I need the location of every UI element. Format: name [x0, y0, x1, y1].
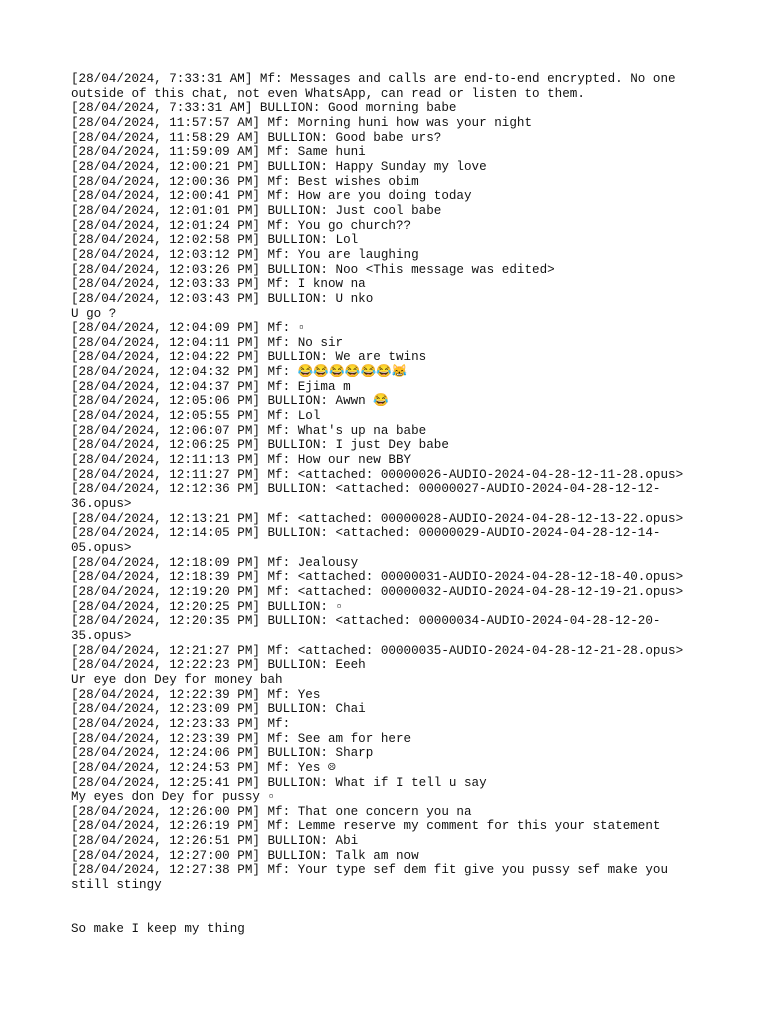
chat-message-line: [28/04/2024, 12:22:23 PM] BULLION: Eeeh — [71, 658, 366, 673]
chat-message-line: [28/04/2024, 12:13:21 PM] Mf: <attached: 00000028-AUDIO-2024-04-28-12-13-22.opus> — [71, 511, 684, 526]
chat-message-line: [28/04/2024, 12:27:38 PM] Mf: Your type sef dem fit give you pussy sef make you — [71, 863, 669, 878]
continuation-line: Ur eye don Dey for money bah — [71, 672, 283, 687]
chat-message-line: [28/04/2024, 12:18:09 PM] Mf: Jealousy — [71, 555, 359, 570]
chat-message-line: [28/04/2024, 12:03:26 PM] BULLION: Noo <This message was edited> — [71, 262, 555, 277]
continuation-line: outside of this chat, not even WhatsApp, can read or listen to them. — [71, 86, 585, 101]
chat-message-line: [28/04/2024, 12:01:24 PM] Mf: You go church?? — [71, 218, 412, 233]
chat-message-line: [28/04/2024, 12:27:00 PM] BULLION: Talk am now — [71, 848, 419, 863]
continuation-line: 36.opus> — [71, 497, 132, 512]
chat-message-line: [28/04/2024, 12:23:33 PM] Mf: — [71, 716, 291, 731]
chat-message-line: [28/04/2024, 11:59:09 AM] Mf: Same huni — [71, 145, 366, 160]
continuation-line: 05.opus> — [71, 541, 132, 555]
chat-message-line: [28/04/2024, 12:21:27 PM] Mf: <attached: 00000035-AUDIO-2024-04-28-12-21-28.opus> — [71, 643, 684, 658]
chat-export-text — [71, 72, 711, 937]
chat-message-line: [28/04/2024, 12:24:53 PM] Mf: Yes ☹ — [71, 760, 336, 775]
chat-message-line: [28/04/2024, 12:23:39 PM] Mf: See am for here — [71, 731, 412, 746]
chat-message-line: [28/04/2024, 12:04:11 PM] Mf: No sir — [71, 335, 344, 350]
chat-message-line: [28/04/2024, 12:06:07 PM] Mf: What's up na babe — [71, 423, 427, 438]
chat-message-line: [28/04/2024, 12:05:55 PM] Mf: Lol — [71, 409, 321, 424]
chat-message-line: [28/04/2024, 12:04:09 PM] Mf: ▫ — [71, 321, 306, 336]
chat-message-line: [28/04/2024, 12:11:13 PM] Mf: How our new BBY — [71, 453, 412, 468]
chat-message-line: [28/04/2024, 11:58:29 AM] BULLION: Good babe urs? — [71, 130, 442, 145]
continuation-line: My eyes don Dey for pussy ▫ — [71, 790, 276, 805]
chat-message-line: [28/04/2024, 12:03:33 PM] Mf: I know na — [71, 277, 366, 292]
chat-message-line: [28/04/2024, 12:06:25 PM] BULLION: I just Dey babe — [71, 438, 449, 453]
chat-message-line: [28/04/2024, 12:03:43 PM] BULLION: U nko — [71, 291, 374, 306]
chat-message-line: [28/04/2024, 12:11:27 PM] Mf: <attached: 00000026-AUDIO-2024-04-28-12-11-28.opus> — [71, 467, 684, 482]
chat-message-line: [28/04/2024, 12:00:21 PM] BULLION: Happy Sunday my love — [71, 159, 487, 174]
continuation-line: U go ? — [71, 306, 117, 321]
chat-message-line: [28/04/2024, 12:14:05 PM] BULLION: <attached: 00000029-AUDIO-2024-04-28-12-14- — [71, 526, 661, 541]
continuation-line: still stingy — [71, 878, 162, 893]
chat-message-line: [28/04/2024, 12:04:22 PM] BULLION: We are twins — [71, 350, 427, 365]
chat-message-line: [28/04/2024, 12:05:06 PM] BULLION: Awwn 😂 — [71, 394, 389, 409]
continuation-line: So make I keep my thing — [71, 922, 245, 937]
chat-message-line: [28/04/2024, 7:33:31 AM] BULLION: Good morning babe — [71, 101, 457, 116]
chat-message-line: [28/04/2024, 12:18:39 PM] Mf: <attached: 00000031-AUDIO-2024-04-28-12-18-40.opus> — [71, 570, 684, 585]
chat-message-line: [28/04/2024, 12:26:00 PM] Mf: That one concern you na — [71, 804, 472, 819]
chat-message-line: [28/04/2024, 12:23:09 PM] BULLION: Chai — [71, 702, 366, 717]
blank-line — [71, 907, 711, 922]
chat-message-line: [28/04/2024, 12:02:58 PM] BULLION: Lol — [71, 233, 359, 248]
chat-message-line: [28/04/2024, 12:20:25 PM] BULLION: ▫ — [71, 599, 344, 614]
chat-message-line: [28/04/2024, 12:26:51 PM] BULLION: Abi — [71, 834, 359, 849]
chat-message-line: [28/04/2024, 12:00:41 PM] Mf: How are you doing today — [71, 189, 472, 204]
chat-message-line: [28/04/2024, 12:26:19 PM] Mf: Lemme reserve my comment for this your statement — [71, 819, 661, 834]
chat-message-line: [28/04/2024, 12:22:39 PM] Mf: Yes — [71, 687, 321, 702]
chat-message-line: [28/04/2024, 12:04:37 PM] Mf: Ejima m — [71, 379, 351, 394]
chat-message-line: [28/04/2024, 11:57:57 AM] Mf: Morning huni how was your night — [71, 115, 533, 130]
chat-message-line: [28/04/2024, 12:24:06 PM] BULLION: Sharp — [71, 746, 374, 761]
chat-message-line: [28/04/2024, 12:01:01 PM] BULLION: Just cool babe — [71, 203, 442, 218]
blank-line — [71, 893, 711, 908]
chat-message-line: [28/04/2024, 12:00:36 PM] Mf: Best wishes obim — [71, 174, 419, 189]
chat-message-line: [28/04/2024, 12:20:35 PM] BULLION: <attached: 00000034-AUDIO-2024-04-28-12-20- — [71, 614, 661, 629]
chat-message-line: [28/04/2024, 7:33:31 AM] Mf: Messages and calls are end-to-end encrypted. No one — [71, 72, 676, 86]
continuation-line: 35.opus> — [71, 628, 132, 643]
chat-message-line: [28/04/2024, 12:03:12 PM] Mf: You are laughing — [71, 247, 419, 262]
chat-message-line: [28/04/2024, 12:04:32 PM] Mf: 😂😂😂😂😂😂😹 — [71, 365, 408, 380]
chat-message-line: [28/04/2024, 12:19:20 PM] Mf: <attached: 00000032-AUDIO-2024-04-28-12-19-21.opus> — [71, 584, 684, 599]
chat-message-line: [28/04/2024, 12:12:36 PM] BULLION: <attached: 00000027-AUDIO-2024-04-28-12-12- — [71, 482, 661, 497]
chat-message-line: [28/04/2024, 12:25:41 PM] BULLION: What if I tell u say — [71, 775, 487, 790]
